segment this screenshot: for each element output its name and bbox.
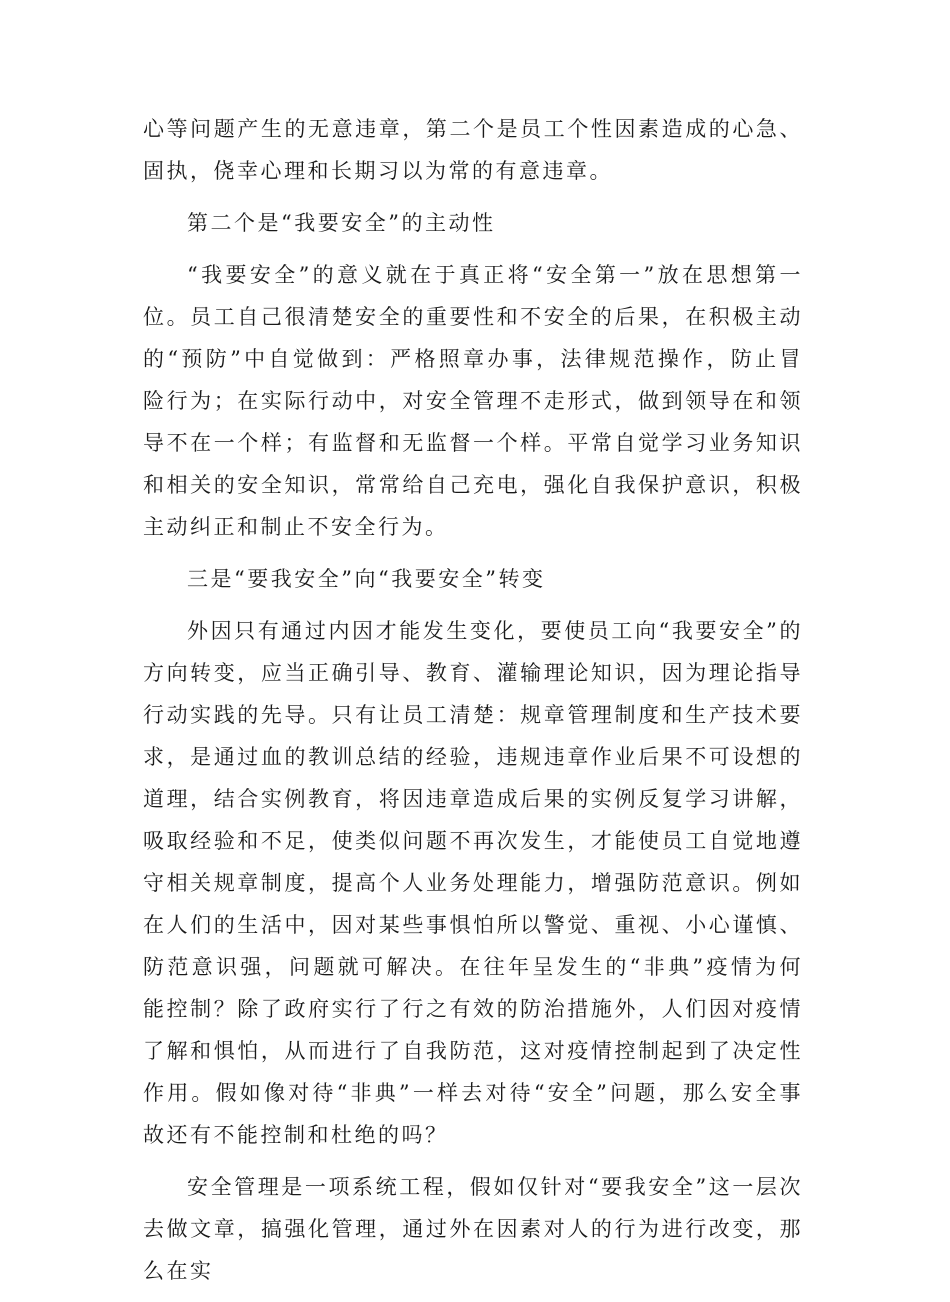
paragraph-continuation: 心等问题产生的无意违章，第二个是员工个性因素造成的心急、固执，侥幸心理和长期习以为常的有意违章。 [143, 117, 803, 183]
paragraph-external-internal: 外因只有通过内因才能发生变化，要使员工向“我要安全”的方向转变，应当正确引导、教育、灌输理论知识，因为理论指导行动实践的先导。只有让员工清楚：规章管理制度和生产技术要求，是通过血的教训总结的经验，违规违章作业后果不可设想的道理，结合实例教育，将因违章造成后果的实例反复学习讲解，吸取经验和不足，使类似问题不再次发生，才能使员工自觉地遵守相关规章制度，提高个人业务处理能力，增强防范意识。例如在人们的生活中，因对某些事惧怕所以警觉、重视、小心谨慎、防范意识强，问题就可解决。在往年呈发生的“非典”疫情为何能控制？除了政府实行了行之有效的防治措施外，人们因对疫情了解和惧怕，从而进行了自我防范，这对疫情控制起到了决定性作用。假如像对待“非典”一样去对待“安全”问题，那么安全事故还有不能控制和杜绝的吗？ [143, 619, 803, 1147]
section-heading-initiative: 第二个是“我要安全”的主动性 [187, 211, 496, 235]
paragraph-system-engineering: 安全管理是一项系统工程，假如仅针对“要我安全”这一层次去做文章，搞强化管理，通过外在因素对人的行为进行改变，那么在实 [143, 1175, 803, 1283]
section-heading-transition: 三是“要我安全”向“我要安全”转变 [187, 567, 546, 591]
paragraph-i-want-safety: “我要安全”的意义就在于真正将“安全第一”放在思想第一位。员工自己很清楚安全的重要性和不安全的后果，在积极主动的“预防”中自觉做到：严格照章办事，法律规范操作，防止冒险行为；在实际行动中，对安全管理不走形式，做到领导在和领导不在一个样；有监督和无监督一个样。平常自觉学习业务知识和相关的安全知识，常常给自己充电，强化自我保护意识，积极主动纠正和制止不安全行为。 [143, 263, 803, 539]
document-body [143, 108, 803, 1302]
